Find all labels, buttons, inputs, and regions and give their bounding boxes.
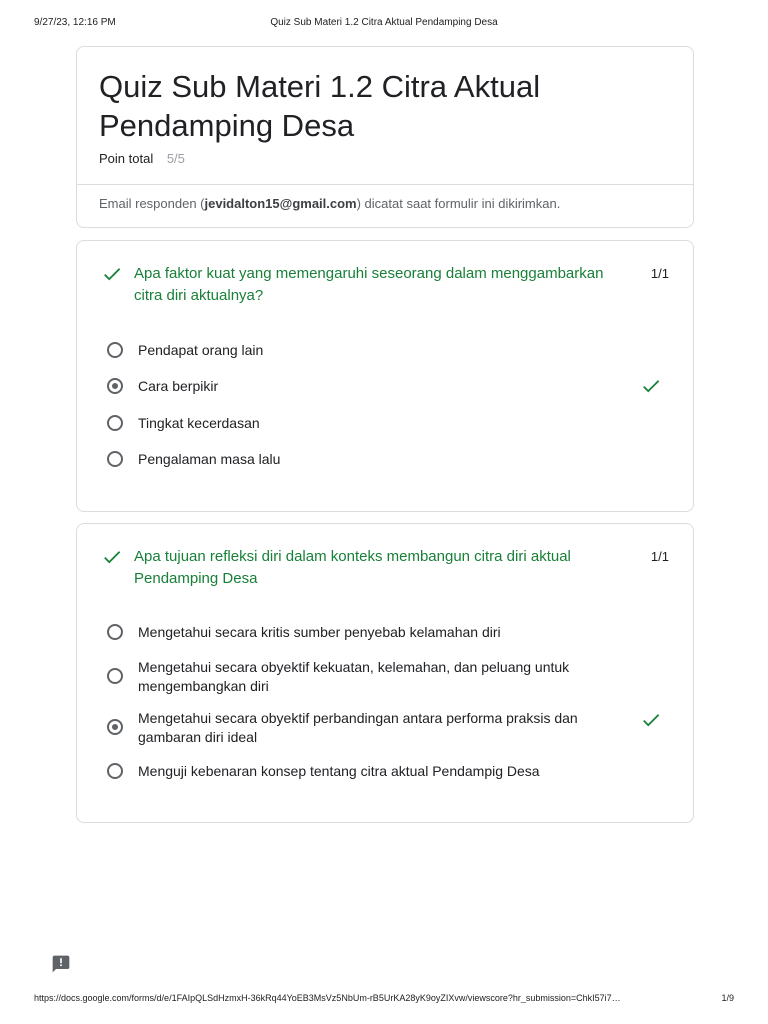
correct-check-icon	[640, 709, 662, 731]
option-label: Mengetahui secara obyektif kekuatan, kelemahan, dan peluang untuk mengembangkan diri	[138, 659, 570, 694]
radio-button	[107, 624, 123, 640]
email-prefix: Email responden (	[99, 196, 205, 211]
feedback-icon[interactable]	[50, 954, 72, 974]
option-label: Pengalaman masa lalu	[138, 451, 281, 467]
check-icon	[101, 546, 123, 568]
radio-button-selected	[107, 378, 123, 394]
question-score: 1/1	[650, 266, 669, 281]
respondent-email-notice	[99, 196, 560, 211]
option-label: Cara berpikir	[138, 378, 219, 394]
option-label: Menguji kebenaran konsep tentang citra aktual Pendampig Desa	[138, 763, 540, 779]
option-label: Tingkat kecerdasan	[138, 415, 260, 431]
header-divider	[77, 184, 693, 185]
radio-button	[107, 668, 123, 684]
option-label: Mengetahui secara obyektif perbandingan antara performa praksis dan gambaran diri ideal	[138, 710, 578, 745]
question-text: Apa faktor kuat yang memengaruhi seseorang dalam menggambarkan citra diri aktualnya?	[134, 265, 604, 304]
radio-button	[107, 415, 123, 431]
radio-button	[107, 451, 123, 467]
question-card-1	[76, 240, 694, 512]
question-card-2	[76, 523, 694, 823]
correct-check-icon	[640, 375, 662, 397]
print-url: https://docs.google.com/forms/d/e/1FAIpQLSdHzmxH-36kRq44YoEB3MsVz5NbUm-rB5UrKA28yK9oyZIXvw/viewscore?hr_submission=ChkI57i7…	[34, 993, 621, 1003]
total-points-value: 5/5	[166, 151, 185, 166]
option-label: Pendapat orang lain	[138, 342, 264, 358]
question-text: Apa tujuan refleksi diri dalam konteks membangun citra diri aktual Pendamping Desa	[134, 548, 571, 587]
radio-button	[107, 342, 123, 358]
total-points-label: Poin total	[99, 151, 154, 166]
email-suffix: ) dicatat saat formulir ini dikirimkan.	[356, 196, 561, 211]
radio-button-selected	[107, 719, 123, 735]
print-doc-title: Quiz Sub Materi 1.2 Citra Aktual Pendamping Desa	[270, 17, 498, 28]
print-page-number: 1/9	[721, 993, 734, 1003]
form-title: Quiz Sub Materi 1.2 Citra Aktual Pendamping Desa	[99, 69, 541, 143]
print-datetime: 9/27/23, 12:16 PM	[34, 17, 116, 28]
total-points	[99, 151, 185, 166]
question-score: 1/1	[650, 549, 669, 564]
radio-button	[107, 763, 123, 779]
check-icon	[101, 263, 123, 285]
print-header	[0, 17, 768, 31]
respondent-email: jevidalton15@gmail.com	[204, 196, 357, 211]
form-header-card	[76, 46, 694, 228]
option-label: Mengetahui secara kritis sumber penyebab kelamahan diri	[138, 624, 501, 640]
